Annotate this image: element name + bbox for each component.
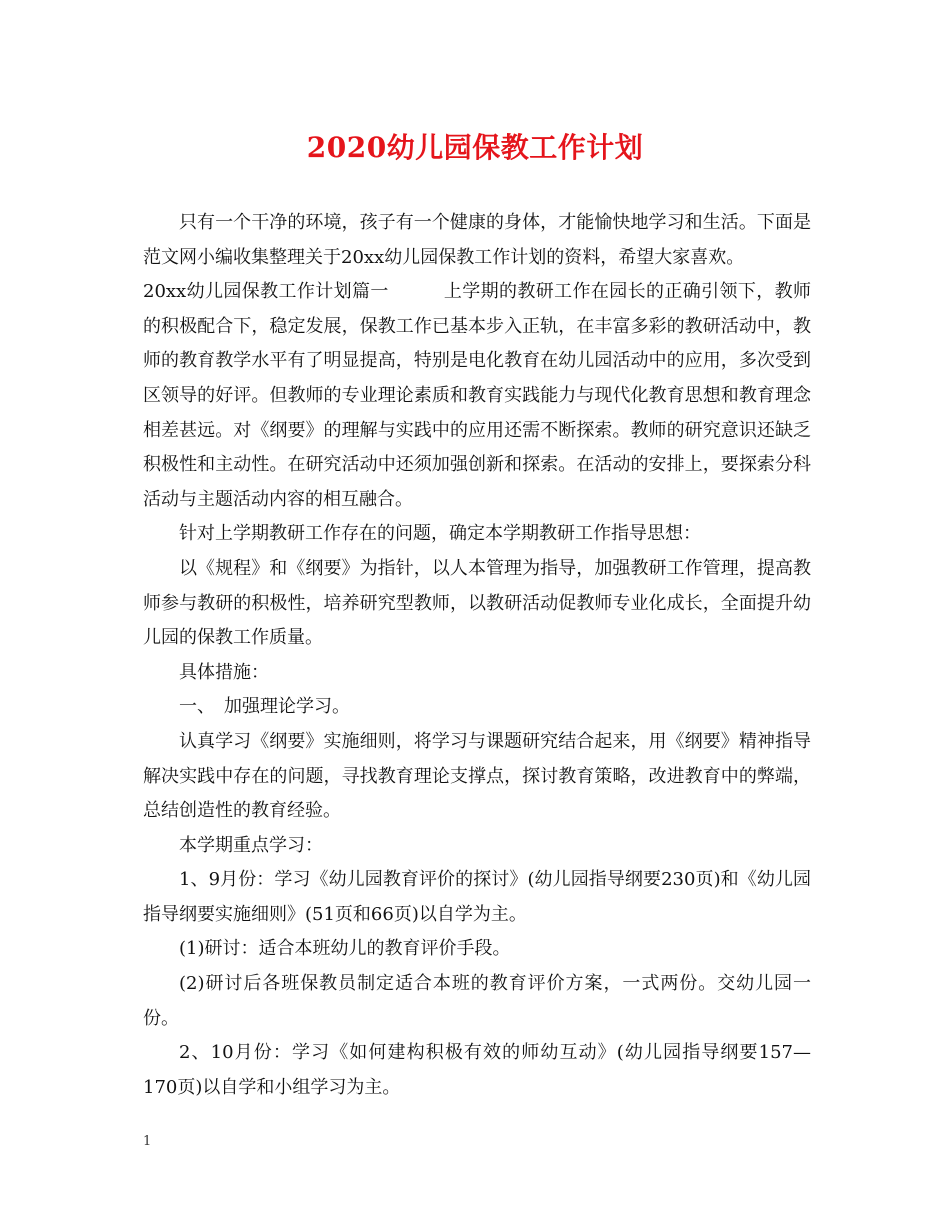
paragraph: 1、9月份：学习《幼儿园教育评价的探讨》(幼儿园指导纲要230页)和《幼儿园指导纲要实施细则》(51页和66页)以自学为主。 [143,869,811,925]
paragraph: (2)研讨后各班保教员制定适合本班的教育评价方案，一式两份。交幼儿园一份。 [143,973,811,1029]
page-number: 1 [143,1134,152,1149]
paragraph: 针对上学期教研工作存在的问题，确定本学期教研工作指导思想： [179,523,701,545]
paragraph: 一、 加强理论学习。 [179,696,350,718]
paragraph: 具体措施： [179,661,269,683]
paragraph: 2、10月份：学习《如何建构积极有效的师幼互动》(幼儿园指导纲要157—170页)以自学和小组学习为主。 [143,1042,811,1098]
paragraph: 认真学习《纲要》实施细则，将学习与课题研究结合起来，用《纲要》精神指导解决实践中存在的问题，寻找教育理论支撑点，探讨教育策略，改进教育中的弊端，总结创造性的教育经验。 [143,730,811,822]
paragraph: (1)研讨：适合本班幼儿的教育评价手段。 [179,938,511,960]
document-body [143,206,811,1105]
paragraph: 以《规程》和《纲要》为指针，以人本管理为指导，加强教研工作管理，提高教师参与教研的积极性，培养研究型教师，以教研活动促教师专业化成长，全面提升幼儿园的保教工作质量。 [143,557,811,649]
paragraph: 只有一个干净的环境，孩子有一个健康的身体，才能愉快地学习和生活。下面是范文网小编收集整理关于20xx幼儿园保教工作计划的资料，希望大家喜欢。 [143,212,811,268]
document-title: 2020幼儿园保教工作计划 [306,131,644,164]
paragraph: 本学期重点学习： [179,834,323,856]
paragraph: 20xx幼儿园保教工作计划篇一 上学期的教研工作在园长的正确引领下，教师的积极配合下，稳定发展，保教工作已基本步入正轨，在丰富多彩的教研活动中，教师的教育教学水平有了明显提高，特别是电化教育在幼儿园活动中的应用，多次受到区领导的好评。但教师的专业理论素质和教育实践能力与现代化教育思想和教育理念相差甚远。对《纲要》的理解与实践中的应用还需不断探索。教师的研究意识还缺乏积极性和主动性。在研究活动中还须加强创新和探索。在活动的安排上，要探索分科活动与主题活动内容的相互融合。 [143,281,811,510]
